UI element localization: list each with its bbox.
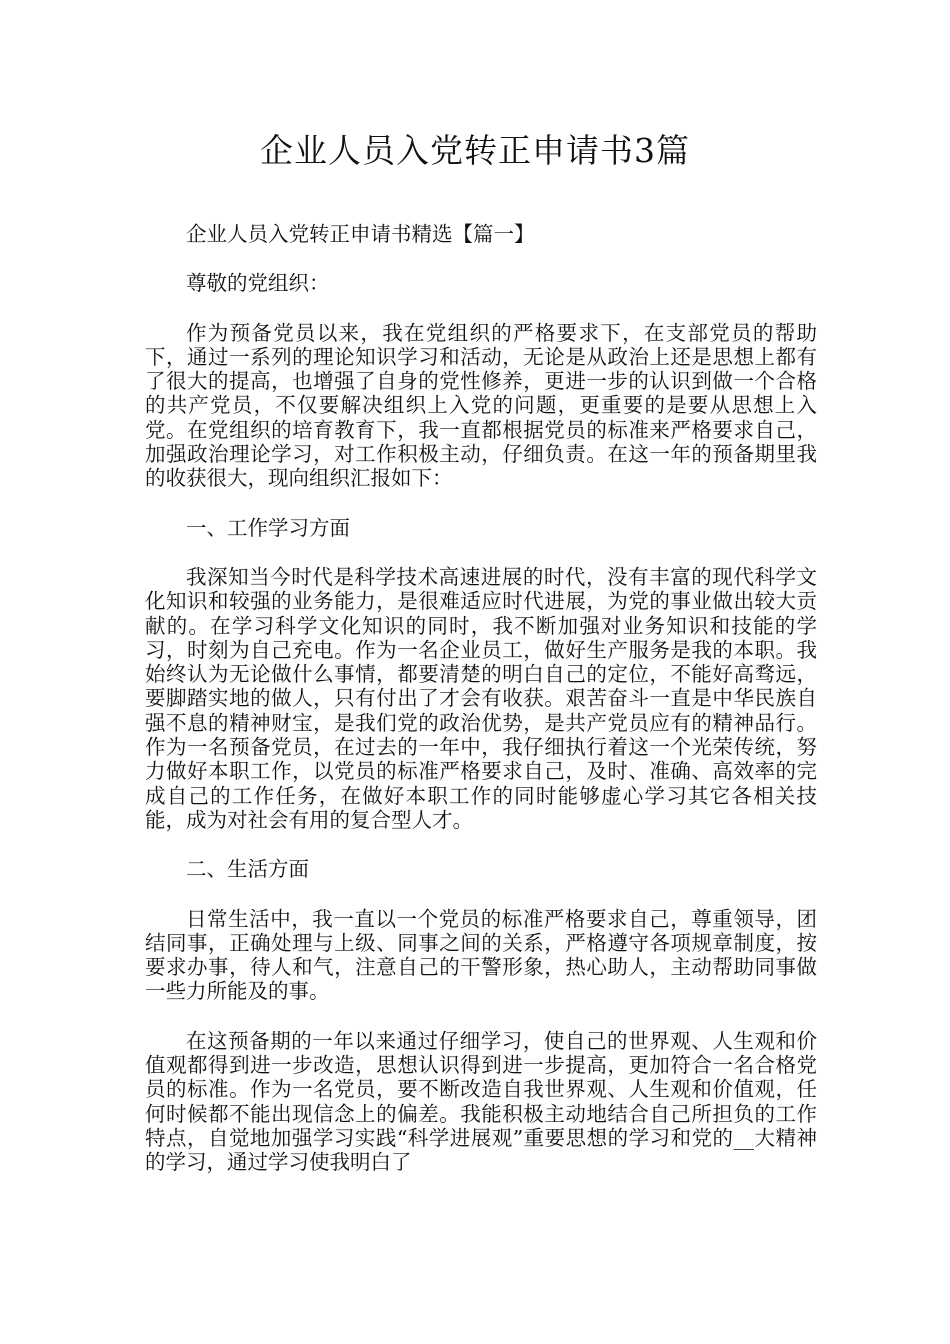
document-title: 企业人员入党转正申请书3篇	[260, 131, 690, 170]
paragraph-intro: 作为预备党员以来，我在党组织的严格要求下，在支部党员的帮助下，通过一系列的理论知识学习和活动，无论是从政治上还是思想上都有了很大的提高，也增强了自身的党性修养，更进一步的认识到做一个合格的共产党员，不仅要解决组织上入党的问题，更重要的是要从思想上入党。在党组织的培育教育下，我一直都根据党员的标准来严格要求自己，加强政治理论学习，对工作积极主动，仔细负责。在这一年的预备期里我的收获很大，现向组织汇报如下：	[145, 320, 817, 491]
paragraph-life: 日常生活中，我一直以一个党员的标准严格要求自己，尊重领导，团结同事，正确处理与上级、同事之间的关系，严格遵守各项规章制度，按要求办事，待人和气，注意自己的干警形象，热心助人，主动帮助同事做一些力所能及的事。	[145, 906, 817, 1004]
section-heading-piece-one: 企业人员入党转正申请书精选【篇一】	[186, 222, 535, 246]
section-heading-life: 二、生活方面	[186, 857, 309, 882]
salutation: 尊敬的党组织：	[186, 271, 330, 296]
document-body	[145, 222, 817, 1200]
section-heading-work-study: 一、工作学习方面	[186, 515, 350, 540]
paragraph-work-study: 我深知当今时代是科学技术高速进展的时代，没有丰富的现代科学文化知识和较强的业务能力，是很难适应时代进展，为党的事业做出较大贡献的。在学习科学文化知识的同时，我不断加强对业务知识和技能的学习，时刻为自己充电。作为一名企业员工，做好生产服务是我的本职。我始终认为无论做什么事情，都要清楚的明白自己的定位，不能好高骛远，要脚踏实地的做人，只有付出了才会有收获。艰苦奋斗一直是中华民族自强不息的精神财宝，是我们党的政治优势，是共产党员应有的精神品行。作为一名预备党员，在过去的一年中，我仔细执行着这一个光荣传统，努力做好本职工作，以党员的标准严格要求自己，及时、准确、高效率的完成自己的工作任务，在做好本职工作的同时能够虚心学习其它各相关技能，成为对社会有用的复合型人才。	[145, 564, 817, 832]
paragraph-probation: 在这预备期的一年以来通过仔细学习，使自己的世界观、人生观和价值观都得到进一步改造，思想认识得到进一步提高，更加符合一名合格党员的标准。作为一名党员，要不断改造自我世界观、人生观和价值观，任何时候都不能出现信念上的偏差。我能积极主动地结合自己所担负的工作特点，自觉地加强学习实践“科学进展观”重要思想的学习和党的__大精神的学习，通过学习使我明白了	[145, 1028, 817, 1175]
